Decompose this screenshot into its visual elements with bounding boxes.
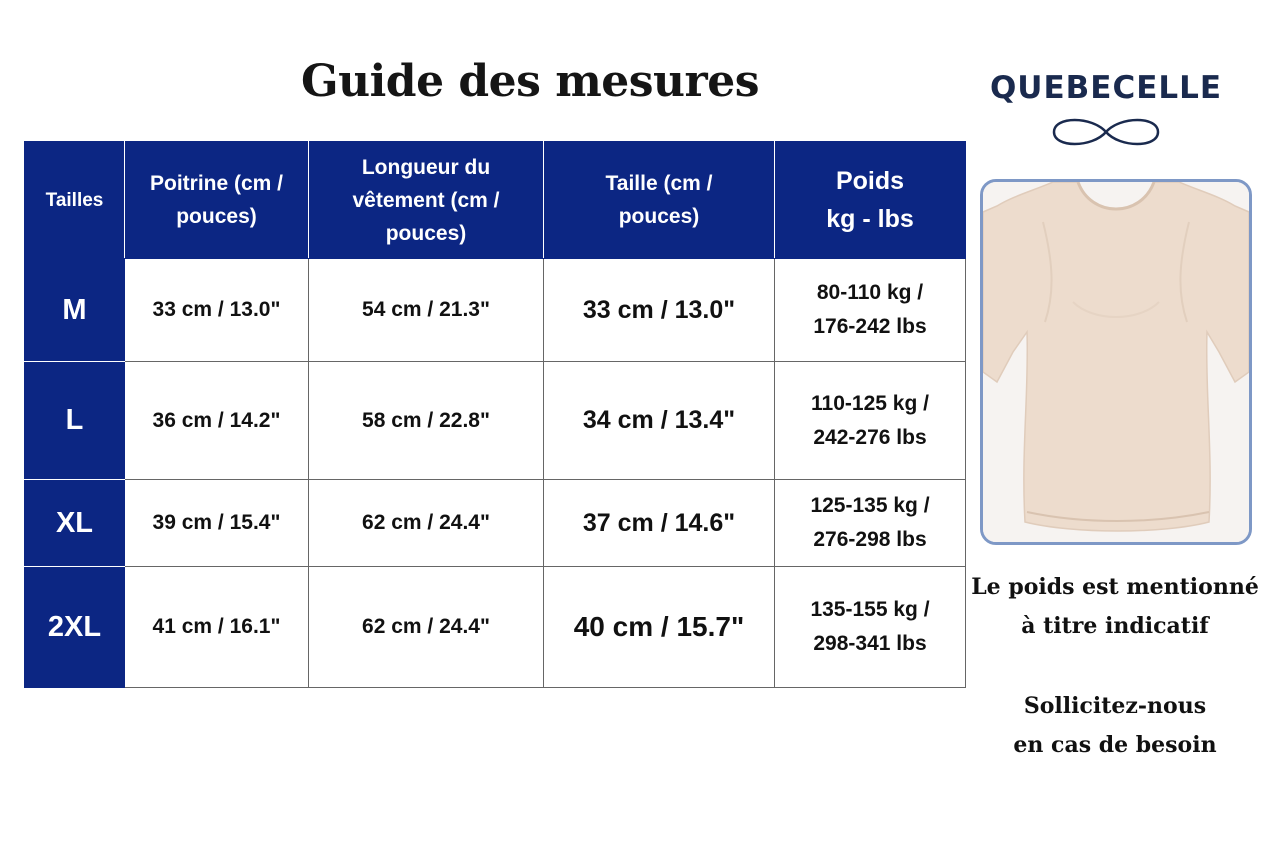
size-label: M	[25, 259, 125, 362]
longueur-cell: 54 cm / 21.3"	[309, 259, 544, 362]
infinity-icon	[1046, 112, 1166, 152]
brand-name: QUEBECELLE	[989, 70, 1223, 106]
longueur-cell: 62 cm / 24.4"	[309, 480, 544, 567]
longueur-cell: 58 cm / 22.8"	[309, 362, 544, 480]
taille-cell: 34 cm / 13.4"	[544, 362, 775, 480]
poids-cell: 110-125 kg / 242-276 lbs	[775, 362, 966, 480]
poids-cell: 125-135 kg / 276-298 lbs	[775, 480, 966, 567]
header-poitrine: Poitrine (cm / pouces)	[125, 142, 309, 259]
header-poids: Poids kg - lbs	[775, 142, 966, 259]
poitrine-cell: 33 cm / 13.0"	[125, 259, 309, 362]
tshirt-photo	[983, 182, 1249, 542]
contact-note: Sollicitez-nous en cas de besoin	[1013, 693, 1217, 758]
poids-cell: 80-110 kg / 176-242 lbs	[775, 259, 966, 362]
taille-cell: 37 cm / 14.6"	[544, 480, 775, 567]
notes-block	[964, 568, 1266, 765]
table-row	[25, 480, 966, 567]
table-row	[25, 362, 966, 480]
table-header-row	[25, 142, 966, 259]
table-row	[25, 259, 966, 362]
poitrine-cell: 39 cm / 15.4"	[125, 480, 309, 567]
page-title: Guide des mesures	[301, 56, 759, 107]
size-label: XL	[25, 480, 125, 567]
longueur-cell: 62 cm / 24.4"	[309, 567, 544, 688]
brand-logo	[984, 70, 1228, 152]
size-label: 2XL	[25, 567, 125, 688]
size-label: L	[25, 362, 125, 480]
header-taille: Taille (cm / pouces)	[544, 142, 775, 259]
poitrine-cell: 41 cm / 16.1"	[125, 567, 309, 688]
poitrine-cell: 36 cm / 14.2"	[125, 362, 309, 480]
taille-cell: 40 cm / 15.7"	[544, 567, 775, 688]
size-chart-table	[24, 141, 966, 688]
taille-cell: 33 cm / 13.0"	[544, 259, 775, 362]
table-row	[25, 567, 966, 688]
poids-cell: 135-155 kg / 298-341 lbs	[775, 567, 966, 688]
product-photo	[980, 179, 1252, 545]
weight-note: Le poids est mentionné à titre indicatif	[971, 574, 1259, 639]
header-tailles: Tailles	[25, 142, 125, 259]
header-longueur: Longueur du vêtement (cm / pouces)	[309, 142, 544, 259]
